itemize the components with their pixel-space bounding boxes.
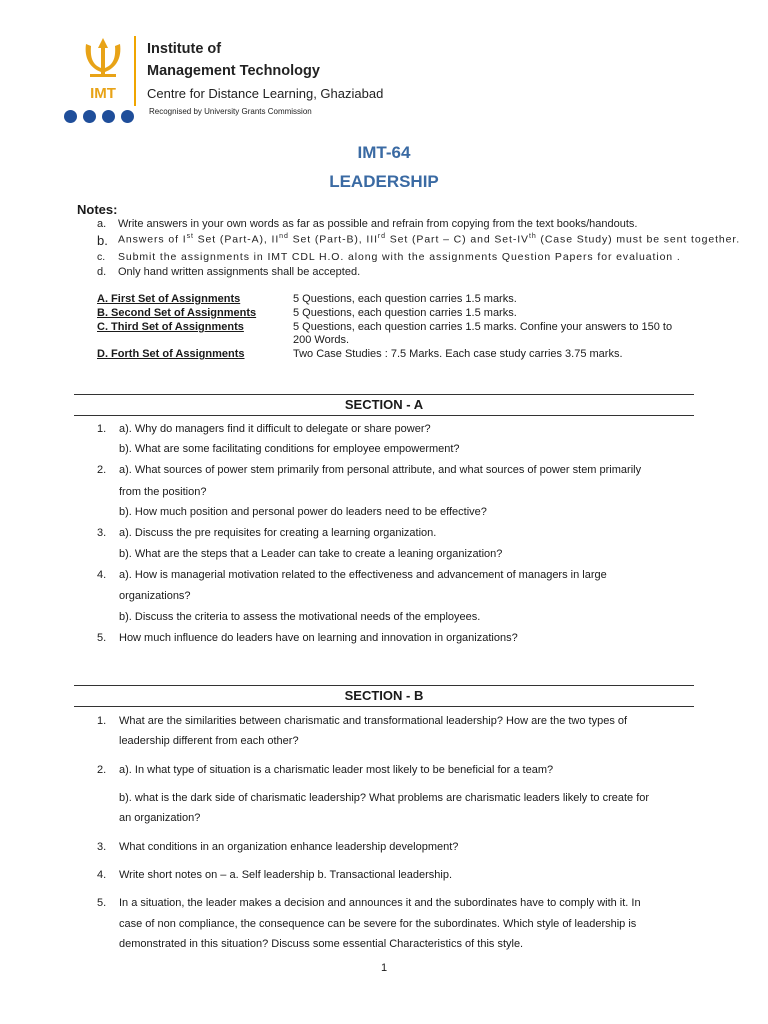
question-text: b). What are some facilitating conditions for employee empowerment? [119,443,460,455]
question-text: a). What sources of power stem primarily from personal attribute, and what sources of power stem primarily [119,464,642,476]
institute-name-line2: Management Technology [147,63,320,79]
question-text: organizations? [119,590,191,602]
question-text: In a situation, the leader makes a decision and announces it and the subordinates have to comply with it. In [119,897,641,909]
course-code: IMT-64 [357,143,411,162]
question-number: 3. [97,841,107,853]
note-letter: b. [97,233,108,248]
question-number: 2. [97,464,107,476]
question-text: case of non compliance, the consequence can be severe for the subordinates. Which style of leadership is [119,918,637,930]
set-description: Two Case Studies : 7.5 Marks. Each case study carries 3.75 marks. [293,348,623,360]
question-number: 5. [97,897,107,909]
set-name: C. Third Set of Assignments [97,321,244,333]
question-text: b). Discuss the criteria to assess the motivational needs of the employees. [119,611,481,623]
logo-dot [121,110,134,123]
set-description: 5 Questions, each question carries 1.5 marks. Confine your answers to 150 to 200 Words. [293,321,673,346]
question-text: an organization? [119,812,201,824]
note-text: Submit the assignments in IMT CDL H.O. along with the assignments Question Papers for evaluation . [118,251,681,263]
section-divider [74,706,694,707]
logo-divider [134,36,136,106]
institute-centre: Centre for Distance Learning, Ghaziabad [147,86,384,101]
question-number: 1. [97,423,107,435]
course-title: LEADERSHIP [329,172,439,191]
logo-dot [64,110,77,123]
institute-name-line1: Institute of [147,41,222,57]
note-letter: d. [97,266,107,278]
section-a-title: SECTION - A [344,397,424,412]
question-text: a). Discuss the pre requisites for creating a learning organization. [119,527,437,539]
question-text: a). How is managerial motivation related to the effectiveness and advancement of managers in large [119,569,607,581]
question-number: 5. [97,632,107,644]
set-name: B. Second Set of Assignments [97,307,257,319]
institute-recognition: Recognised by University Grants Commission [149,107,312,116]
question-text: leadership different from each other? [119,735,299,747]
note-item [97,266,360,278]
note-text: Answers of Ist Set (Part-A), IInd Set (Part-B), IIIrd Set (Part – C) and Set-IVth (Case Study) must be sent together. [118,233,741,246]
note-item [97,233,740,248]
section-b-title: SECTION - B [344,688,424,703]
question-text: a). In what type of situation is a charismatic leader most likely to be beneficial for a team? [119,764,554,776]
question-number: 4. [97,869,107,881]
question-text: b). How much position and personal power do leaders need to be effective? [119,506,487,518]
section-divider [74,415,694,416]
question-number: 3. [97,527,107,539]
set-description: 5 Questions, each question carries 1.5 marks. [293,307,517,319]
set-description: 5 Questions, each question carries 1.5 marks. [293,293,517,305]
note-text: Write answers in your own words as far as possible and refrain from copying from the text books/handouts. [118,218,638,230]
note-letter: a. [97,218,107,230]
set-name: D. Forth Set of Assignments [97,348,245,360]
question-text: b). what is the dark side of charismatic leadership? What problems are charismatic leaders likely to create for [119,792,650,804]
note-item [97,218,638,230]
question-text: a). Why do managers find it difficult to delegate or share power? [119,423,431,435]
section-divider [74,394,694,395]
question-number: 2. [97,764,107,776]
logo-dot [102,110,115,123]
question-text: from the position? [119,486,207,498]
notes-heading: Notes: [77,202,118,217]
question-text: demonstrated in this situation? Discuss some essential Characteristics of this style. [119,938,524,950]
question-text: b). What are the steps that a Leader can take to create a leaning organization? [119,548,503,560]
note-text: Only hand written assignments shall be accepted. [118,266,361,278]
page-number: 1 [380,962,388,974]
section-divider [74,685,694,686]
note-letter: c. [97,251,106,263]
logo-dots [64,110,134,123]
question-number: 1. [97,715,107,727]
logo-text: IMT [90,85,116,102]
question-text: What are the similarities between charismatic and transformational leadership? How are the two types of [119,715,628,727]
note-item [97,251,681,263]
question-text: How much influence do leaders have on learning and innovation in organizations? [119,632,518,644]
question-text: Write short notes on – a. Self leadership b. Transactional leadership. [119,869,453,881]
set-name: A. First Set of Assignments [97,293,241,305]
imt-logo-icon [78,36,128,102]
logo-dot [83,110,96,123]
question-text: What conditions in an organization enhance leadership development? [119,841,459,853]
question-number: 4. [97,569,107,581]
